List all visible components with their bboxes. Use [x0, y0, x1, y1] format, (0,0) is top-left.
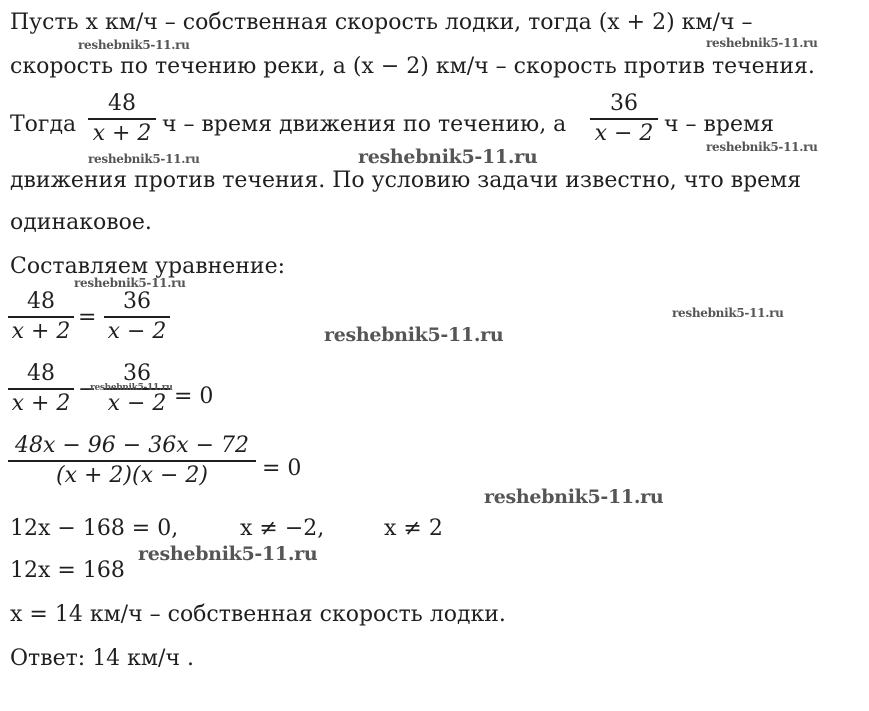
text-line-3a: Тогда [10, 112, 77, 137]
eq1-equals: = [78, 305, 97, 330]
watermark: reshebnik5-11.ru [706, 140, 818, 154]
text-line-3c: ч – время [664, 112, 775, 137]
eq1-right-fraction: 36 x − 2 [104, 290, 170, 344]
watermark: reshebnik5-11.ru [358, 146, 538, 168]
watermark: reshebnik5-11.ru [74, 276, 186, 290]
eq3-equals-zero: = 0 [262, 456, 302, 481]
watermark: reshebnik5-11.ru [324, 324, 504, 346]
eq5: 12x = 168 [10, 558, 125, 583]
eq2-minus: − [78, 377, 97, 402]
eq4-part-1: 12x − 168 = 0, [10, 516, 179, 541]
text-line-5: одинаковое. [10, 210, 152, 235]
answer-line: Ответ: 14 км/ч . [10, 646, 194, 671]
watermark: reshebnik5-11.ru [90, 383, 173, 393]
text-line-1: Пусть x км/ч – собственная скорость лодки, тогда (x + 2) км/ч – [10, 10, 753, 35]
eq2-equals-zero: = 0 [174, 384, 214, 409]
watermark: reshebnik5-11.ru [88, 152, 200, 166]
eq4-part-3: x ≠ 2 [384, 516, 443, 541]
watermark: reshebnik5-11.ru [484, 486, 664, 508]
text-line-6: Составляем уравнение: [10, 254, 286, 279]
watermark: reshebnik5-11.ru [138, 543, 318, 565]
eq2-left-fraction: 48 x + 2 [8, 362, 74, 416]
watermark: reshebnik5-11.ru [672, 306, 784, 320]
watermark: reshebnik5-11.ru [706, 36, 818, 50]
fraction-36-over-x-minus-2: 36 x − 2 [590, 92, 658, 146]
text-line-2: скорость по течению реки, а (x − 2) км/ч – скорость против течения. [10, 54, 815, 79]
watermark: reshebnik5-11.ru [78, 38, 190, 52]
eq1-left-fraction: 48 x + 2 [8, 290, 74, 344]
text-line-3b: ч – время движения по течению, а [162, 112, 567, 137]
eq2-right-fraction: 36 x − 2 [104, 362, 170, 416]
eq6-result: x = 14 км/ч – собственная скорость лодки. [10, 602, 506, 627]
eq4-part-2: x ≠ −2, [240, 516, 325, 541]
eq3-big-fraction: 48x − 96 − 36x − 72 (x + 2)(x − 2) [8, 434, 256, 488]
fraction-48-over-x-plus-2: 48 x + 2 [88, 92, 156, 146]
text-line-4: движения против течения. По условию задачи известно, что время [10, 168, 802, 193]
